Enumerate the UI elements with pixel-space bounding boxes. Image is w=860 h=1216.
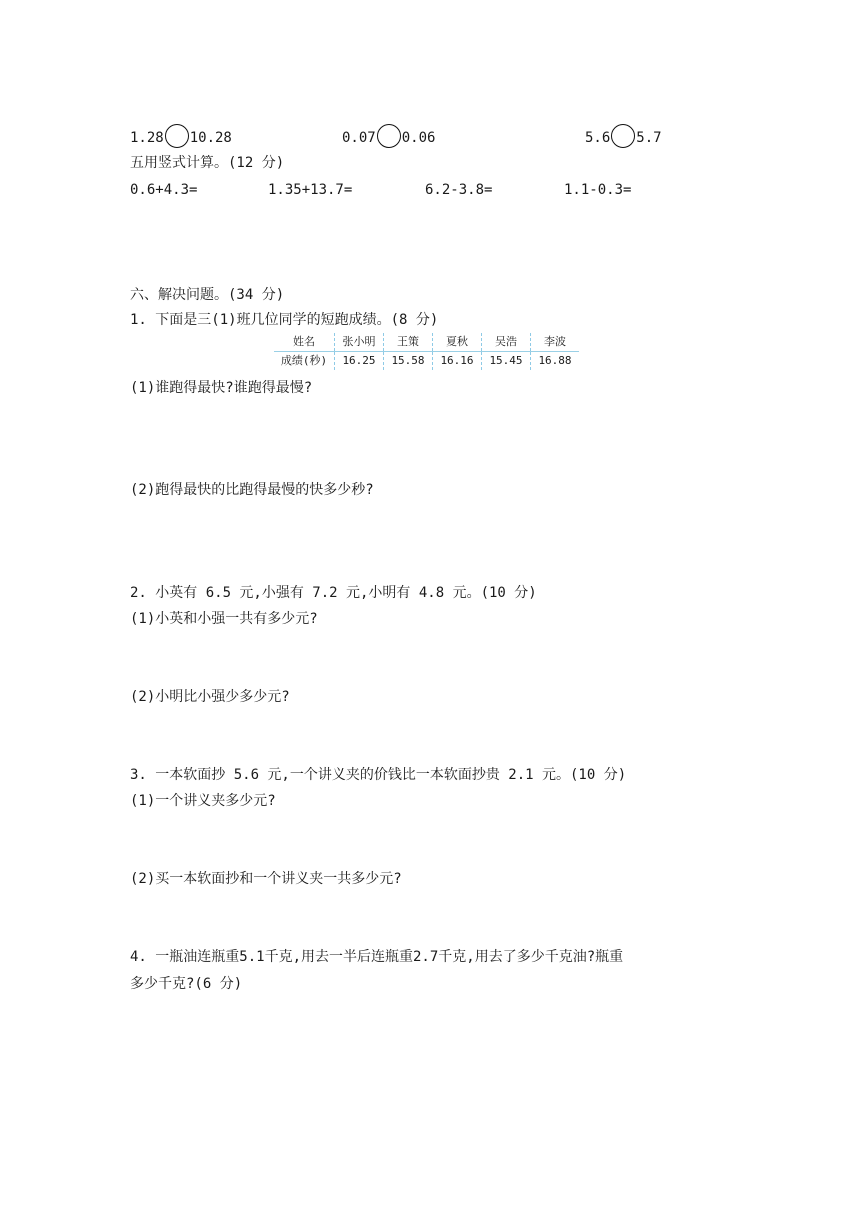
compare-blank-circle[interactable]: [165, 124, 189, 148]
section6-title: 六、解决问题。(34 分): [130, 287, 285, 303]
q1-sub2: (2)跑得最快的比跑得最慢的快多少秒?: [130, 482, 374, 498]
compare-blank-circle[interactable]: [611, 124, 635, 148]
table-cell: 王策: [384, 333, 433, 352]
q2-sub1: (1)小英和小强一共有多少元?: [130, 611, 318, 627]
compare-left: 1.28: [130, 130, 164, 146]
table-cell: 吴浩: [482, 333, 531, 352]
table-cell: 成绩(秒): [274, 352, 335, 371]
vertical-calc-problem-4: 1.1-0.3=: [564, 182, 632, 198]
q1-sub1: (1)谁跑得最快?谁跑得最慢?: [130, 380, 313, 396]
table-cell: 16.88: [531, 352, 580, 371]
section5-title: 五用竖式计算。(12 分): [130, 155, 285, 171]
table-cell: 15.58: [384, 352, 433, 371]
table-cell: 夏秋: [433, 333, 482, 352]
table-cell: 15.45: [482, 352, 531, 371]
vertical-calc-problem-1: 0.6+4.3=: [130, 182, 198, 198]
vertical-calc-problem-3: 6.2-3.8=: [425, 182, 493, 198]
q3-text: 3. 一本软面抄 5.6 元,一个讲义夹的价钱比一本软面抄贵 2.1 元。(10 分): [130, 767, 627, 783]
compare-left: 0.07: [342, 130, 376, 146]
scores-table: [274, 333, 579, 370]
table-header-row: [274, 333, 579, 352]
compare-right: 5.7: [636, 130, 662, 146]
table-cell: 张小明: [335, 333, 384, 352]
q1-text: 1. 下面是三(1)班几位同学的短跑成绩。(8 分): [130, 312, 439, 328]
compare-blank-circle[interactable]: [377, 124, 401, 148]
table-cell: 李波: [531, 333, 580, 352]
table-cell: 16.25: [335, 352, 384, 371]
compare-right: 10.28: [189, 130, 232, 146]
table-cell: 16.16: [433, 352, 482, 371]
q3-sub1: (1)一个讲义夹多少元?: [130, 793, 276, 809]
compare-item-3: [585, 124, 662, 148]
table-row: [274, 352, 579, 371]
vertical-calc-problem-2: 1.35+13.7=: [268, 182, 353, 198]
compare-right: 0.06: [401, 130, 436, 146]
q4-line1: 4. 一瓶油连瓶重5.1千克,用去一半后连瓶重2.7千克,用去了多少千克油?瓶重: [130, 949, 624, 965]
q4-line2: 多少千克?(6 分): [130, 976, 243, 992]
compare-item-1: [130, 124, 232, 148]
compare-left: 5.6: [585, 130, 611, 146]
compare-item-2: [342, 124, 435, 148]
table-cell: 姓名: [274, 333, 335, 352]
q2-sub2: (2)小明比小强少多少元?: [130, 689, 290, 705]
q3-sub2: (2)买一本软面抄和一个讲义夹一共多少元?: [130, 871, 402, 887]
q2-text: 2. 小英有 6.5 元,小强有 7.2 元,小明有 4.8 元。(10 分): [130, 585, 537, 601]
